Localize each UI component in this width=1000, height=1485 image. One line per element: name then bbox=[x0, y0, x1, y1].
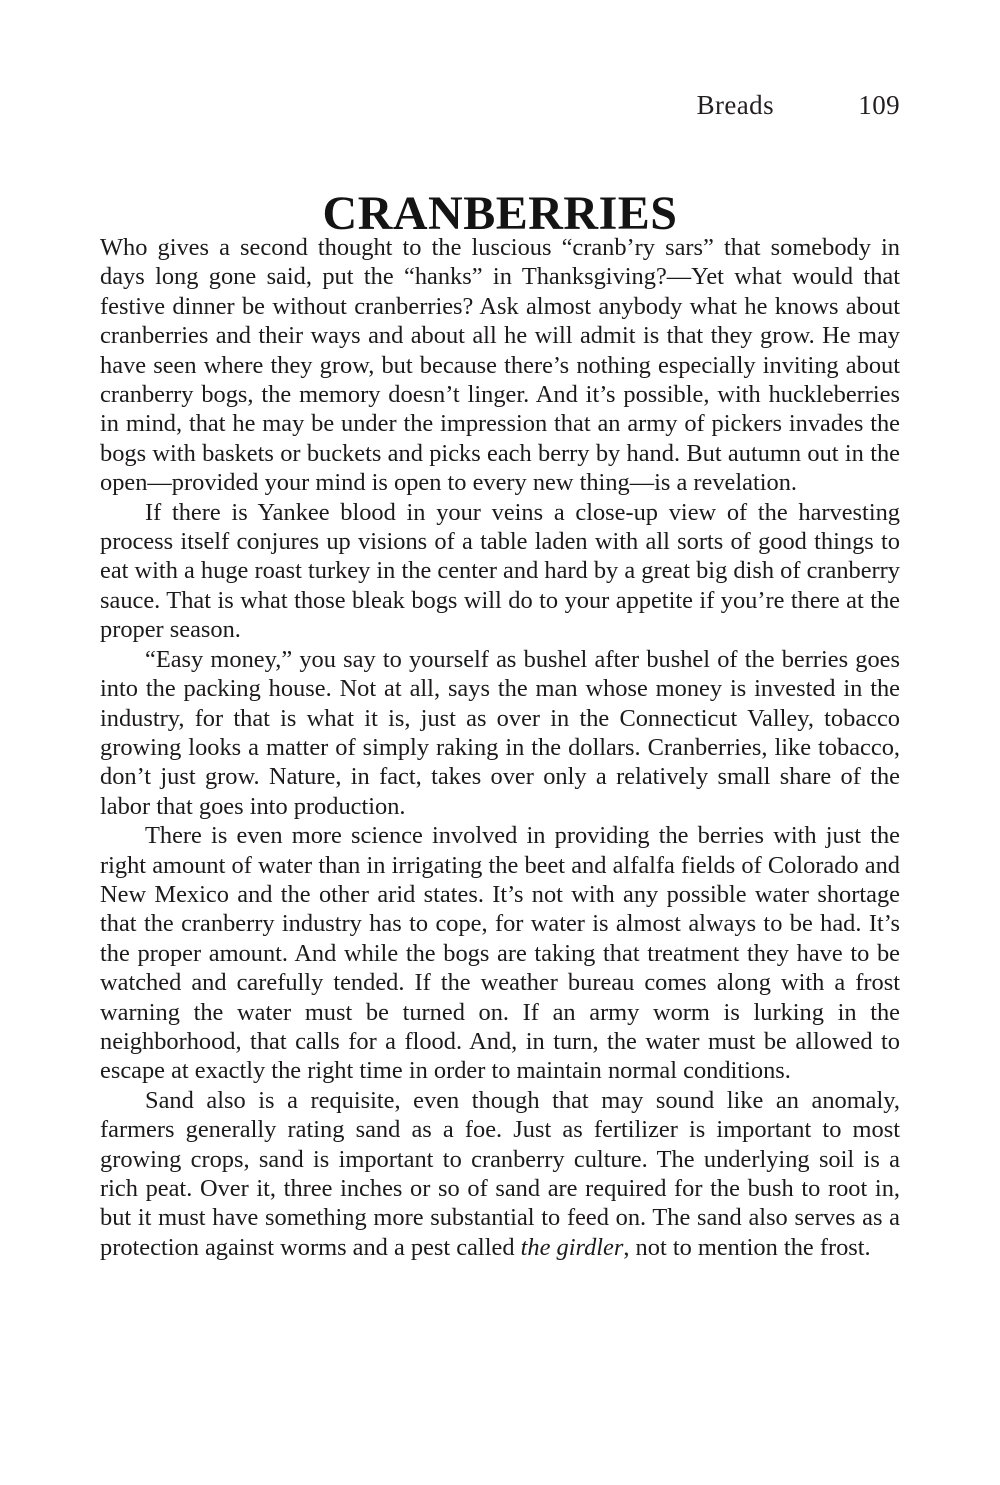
page-number: 109 bbox=[858, 90, 900, 120]
pest-name-italic: the girdler bbox=[520, 1233, 624, 1261]
chapter-title: CRANBERRIES bbox=[322, 187, 678, 241]
paragraph-2: If there is Yankee blood in your veins a close-up view of the harvesting process itself conjures up visions of a table laden with all sorts of good things to eat with a huge roast turkey in the center and hard by a great big dish of cranberry sauce. That is what those bleak bogs will do to your appetite if you’re there at the proper season. bbox=[100, 498, 900, 644]
paragraph-5-lead: Sand also is a requisite, even though that may sound like an anomaly, farmers generally rating sand as a foe. Just as fertilizer is important to most growing crops, sand is important to cranberry culture. The underlying soil is a rich peat. Over it, three inches or so of sand are required for the bush to root in, but it must have something more substantial to feed on. The sand also serves as a protection against worms and a pest called bbox=[100, 1086, 900, 1261]
paragraph-5 bbox=[100, 1086, 900, 1262]
paragraph-3: “Easy money,” you say to yourself as bushel after bushel of the berries goes into the packing house. Not at all, says the man whose money is invested in the industry, for that is what it is, just as over in the Connecticut Valley, tobacco growing looks a matter of simply raking in the dollars. Cranberries, like tobacco, don’t just grow. Nature, in fact, takes over only a relatively small share of the labor that goes into production. bbox=[100, 645, 900, 820]
running-head bbox=[100, 90, 900, 124]
paragraph-1: Who gives a second thought to the luscious “cranb’ry sars” that somebody in days long gone said, put the “hanks” in Thanksgiving?—Yet what would that festive dinner be without cranberries? Ask almost anybody what he knows about cranberries and their ways and about all he will admit is that they grow. He may have seen where they grow, but because there’s nothing especially inviting about cranberry bogs, the memory doesn’t linger. And it’s possible, with huckleberries in mind, that he may be under the impression that an army of pickers invades the bogs with baskets or buckets and picks each berry by hand. But autumn out in the open—provided your mind is open to every new thing—is a revelation. bbox=[100, 234, 900, 497]
paragraph-4: There is even more science involved in providing the berries with just the right amount of water than in irrigating the beet and alfalfa fields of Colorado and New Mexico and the other arid states. It’s not with any possible water shortage that the cranberry industry has to cope, for water is almost always to be had. It’s the proper amount. And while the bogs are taking that treatment they have to be watched and carefully tended. If the weather bureau comes along with a frost warning the water must be turned on. If an army worm is lurking in the neighborhood, that calls for a flood. And, in turn, the water must be allowed to escape at exactly the right time in order to maintain normal conditions. bbox=[100, 822, 900, 1085]
running-head-title: Breads bbox=[696, 90, 774, 120]
paragraph-5-tail: , not to mention the frost. bbox=[623, 1233, 871, 1261]
body-text bbox=[100, 233, 900, 1262]
